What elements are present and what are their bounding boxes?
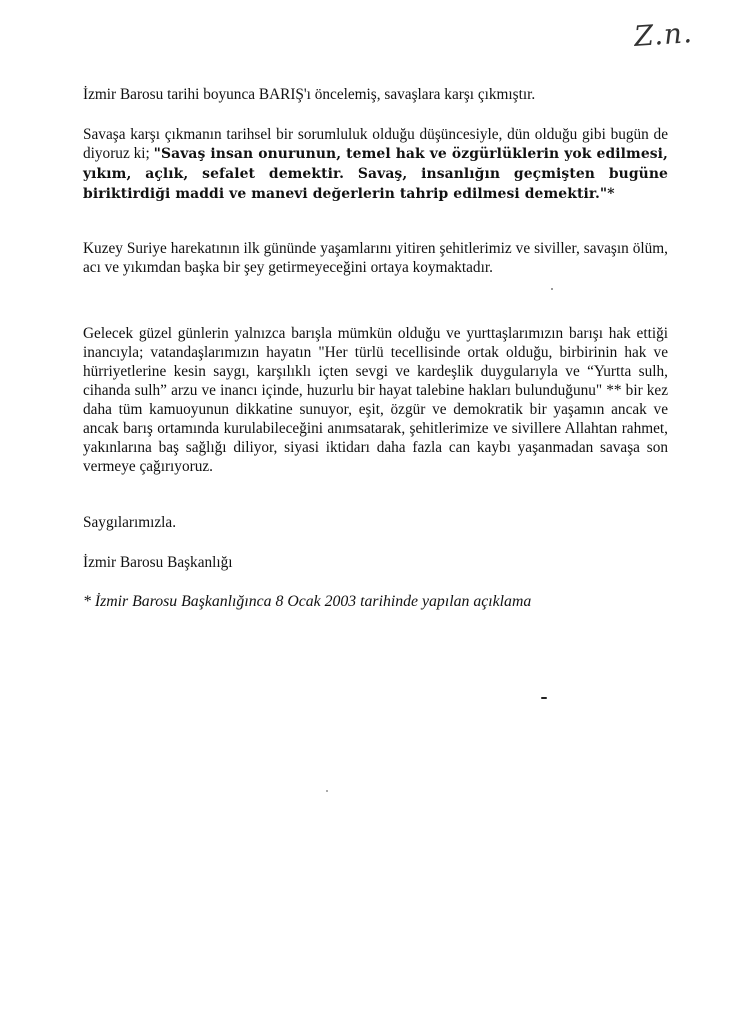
paragraph-war-quote-intro: Savaşa karşı çıkmanın tarihsel bir sorumluluk olduğu düşüncesiyle, dün olduğu gibi bugün de diyoruz ki; <box>83 126 668 162</box>
scan-speck <box>541 697 547 699</box>
handwritten-annotation: Z.n. <box>632 15 694 54</box>
paragraph-intro: İzmir Barosu tarihi boyunca BARIŞ'ı öncelemiş, savaşlara karşı çıkmıştır. <box>83 86 536 103</box>
bold-quote: "Savaş insan onurunun, temel hak ve özgürlüklerin yok edilmesi, yıkım, açlık, sefalet demektir. Savaş, insanlığın geçmişten bugüne biriktirdiği maddi ve manevi değerlerin tahrip edilmesi demektir."* <box>83 146 668 202</box>
closing-salutation: Saygılarımızla. <box>83 514 177 531</box>
paragraph-peace-call: Gelecek güzel günlerin yalnızca barışla mümkün olduğu ve yurttaşlarımızın barışı hak ettiği inancıyla; vatandaşlarımızın hayatın "Her türlü tecellisinde ortak olduğu, birbirinin hak ve hürriyetlerine kesin saygı, karşılıklı içten sevgi ve kardeşlik duygularıyla ve “Yurtta sulh, cihanda sulh” arzu ve inancı içinde, huzurlu bir hayat talebine hakları bulunduğunu" ** bir kez daha tüm kamuoyunun dikkatine sunuyor, eşit, özgür ve demokratik bir yaşamın ancak ve ancak barış ortamında kurulabileceğini anımsatarak, şehitlerimize ve sivillere Allahtan rahmet, yakınlarına baş sağlığı diliyor, siyasi iktidarı daha fazla can kaybı yaşanmadan savaşa son vermeye çağırıyoruz. <box>83 325 668 475</box>
scan-speck <box>326 790 328 792</box>
signature-line: İzmir Barosu Başkanlığı <box>83 554 233 571</box>
paragraph-war-quote <box>83 125 668 204</box>
scan-speck <box>551 288 553 290</box>
footnote: * İzmir Barosu Başkanlığınca 8 Ocak 2003 tarihinde yapılan açıklama <box>83 593 532 610</box>
paragraph-north-syria: Kuzey Suriye harekatının ilk gününde yaşamlarını yitiren şehitlerimiz ve siviller, savaşın ölüm, acı ve yıkımdan başka bir şey getirmeyeceğini ortaya koymaktadır. <box>83 240 668 276</box>
